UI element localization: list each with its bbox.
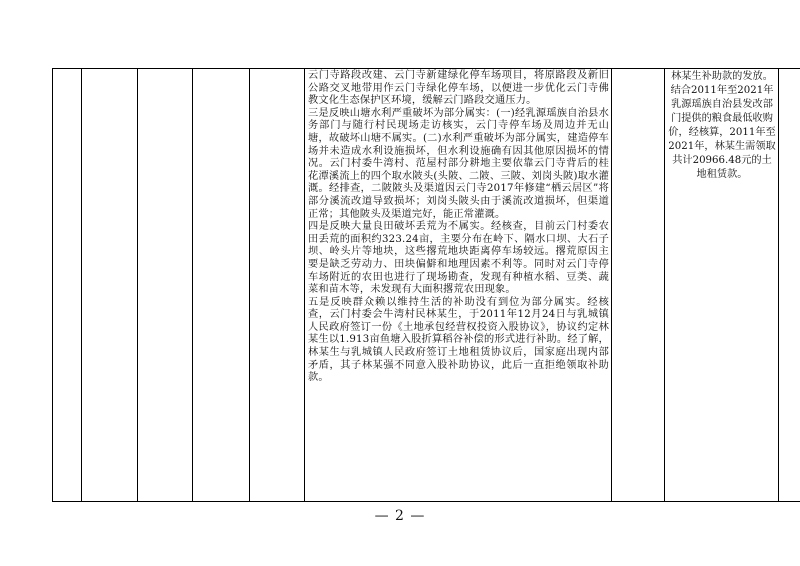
table-cell-index <box>53 69 82 502</box>
rectification-cell <box>665 69 779 502</box>
verification-details-text <box>305 69 611 385</box>
table-cell-empty <box>193 69 250 502</box>
table-cell-empty <box>779 69 800 502</box>
page-number: — 2 — <box>374 508 426 524</box>
table-cell-empty <box>612 69 665 502</box>
paragraph-subsidy: 五是反映群众赖以维持生活的补助没有到位为部分属实。经核查，云门村委会牛湾村民林某生，于2011年12月24日与乳城镇人民政府签订一份《土地承包经营权投资入股协议》，协议约定林某生以1.913亩鱼塘入股折算稻谷补偿的形式进行补助。经了解，林某生与乳城镇人民政府签订土地租赁协议后，国家庭出现内部矛盾，其子林某强不同意入股补助协议，此后一直拒绝领取补助款。 <box>308 296 609 384</box>
table-cell-empty <box>138 69 193 502</box>
table-cell-empty <box>250 69 305 502</box>
rectification-text <box>665 69 778 182</box>
rectification-line-2: 结合2011年至2021年乳源瑶族自治县发改部门提供的粮食最低收购价，经核算，2011年至2021年，林某生需领取共计20966.48元的土地租赁款。 <box>668 85 776 180</box>
paragraph-parking-project: 云门寺路段改建、云门寺新建绿化停车场项目，将原路段及新旧公路交叉地带用作云门寺绿化停车场，以便进一步优化云门寺佛教文化生态保护区环境，缓解云门路段交通压力。 <box>308 70 609 107</box>
paragraph-water-facilities: 三是反映山塘水利严重破坏为部分属实：(一)经乳源瑶族自治县水务部门与随行村民现场走访核实，云门寺停车场及周边并无山塘，故破坏山塘不属实。(二)水利严重破坏为部分属实，建造停车场并未造成水利设施损坏，但水利设施确有因其他原因损坏的情况。云门村委牛湾村、范屋村部分耕地主要依靠云门寺背后的桂花潭溪流上的四个取水陂头(头陂、二陂、三陂、刘岗头陂)取水灌溉。经排查，二陂陂头及渠道因云门寺2017年修建“栖云居区”将部分溪流改道导致损坏；刘岗头陂头由于溪流改道损坏，但渠道正常；其他陂头及渠道完好，能正常灌溉。 <box>308 107 609 220</box>
paragraph-farmland: 四是反映大量良田破坏丢荒为不属实。经核查，目前云门村委农田丢荒的面积约323.24亩，主要分布在岭下、隔水口坝、大石子坝、岭头片等地块，这些撂荒地块距离停车场较远。撂荒原因主要是缺乏劳动力、田块偏僻和地理因素不利等。同时对云门寺停车场附近的农田也进行了现场勘查，发现有种植水稻、豆类、蔬菜和苗木等，未发现有大面积撂荒农田现象。 <box>308 221 609 296</box>
table-cell-empty <box>82 69 138 502</box>
verification-details-cell <box>305 69 612 502</box>
report-table <box>52 68 800 502</box>
rectification-line-1: 林某生补助款的发放。 <box>671 71 773 82</box>
table-row <box>53 69 800 502</box>
